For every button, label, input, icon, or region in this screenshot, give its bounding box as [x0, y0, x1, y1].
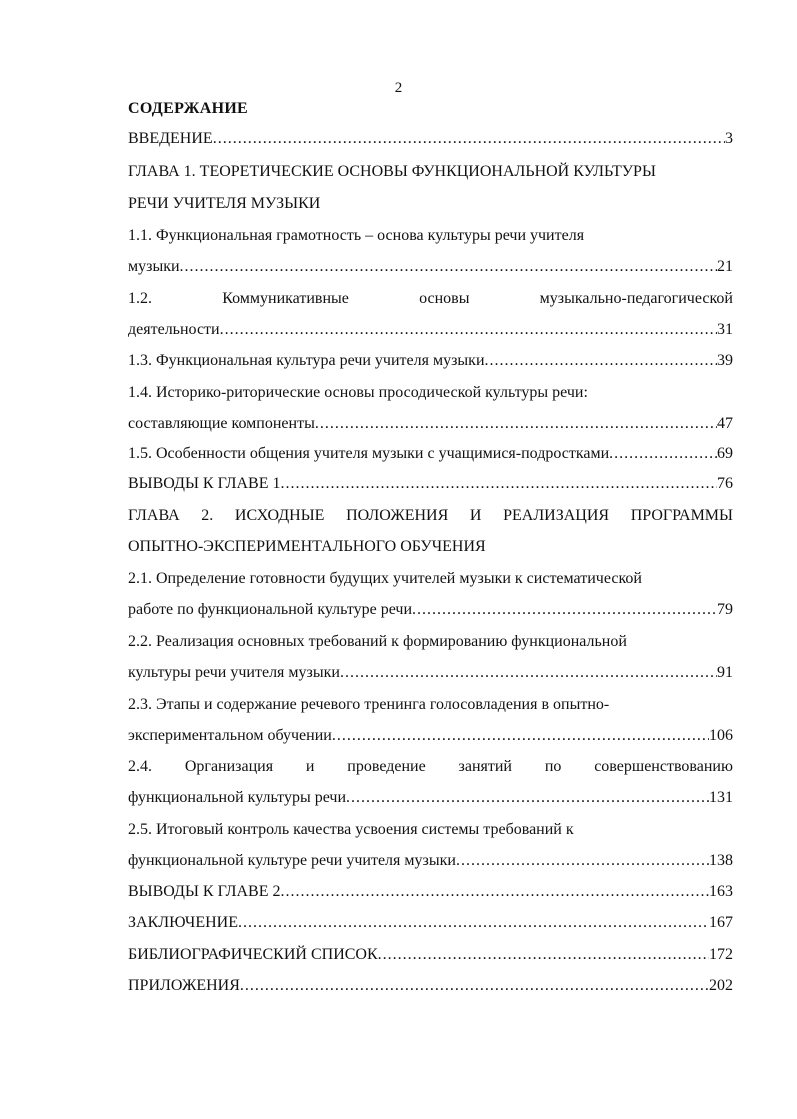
toc-entry-conclusion[interactable]: [128, 914, 733, 931]
toc-entry-2-4[interactable]: [128, 758, 733, 806]
entry-word: занятий: [458, 758, 512, 775]
entry-word: ГЛАВА: [128, 507, 180, 524]
entry-title: ЗАКЛЮЧЕНИЕ: [128, 914, 238, 931]
toc-entry-bibliography[interactable]: [128, 946, 733, 963]
entry-page: 3: [725, 130, 733, 147]
entry-page: 163: [709, 883, 733, 900]
entry-word: Коммуникативные: [222, 290, 349, 307]
toc-entry-chapter-2[interactable]: [128, 507, 733, 555]
entry-page: 76: [717, 475, 733, 492]
entry-title: 2.3. Этапы и содержание речевого тренинга голосовладения в опытно-: [128, 696, 610, 713]
toc-entry-2-2[interactable]: [128, 633, 733, 681]
entry-title: 2.5. Итоговый контроль качества усвоения системы требований к: [128, 821, 574, 838]
entry-title-cont: функциональной культуры речи: [128, 789, 346, 806]
toc-entry-2-5[interactable]: [128, 821, 733, 869]
dot-leader: [332, 727, 709, 744]
entry-page: 31: [717, 321, 733, 338]
toc-entry-1-1[interactable]: [128, 227, 733, 275]
toc-entry-1-5[interactable]: [128, 445, 733, 462]
entry-title: 1.5. Особенности общения учителя музыки с учащимися-подростками: [128, 445, 610, 462]
entry-page: 131: [709, 789, 733, 806]
entry-title: ПРИЛОЖЕНИЯ: [128, 977, 240, 994]
dot-leader: [315, 415, 717, 432]
entry-word: проведение: [347, 758, 426, 775]
entry-word: совершенствованию: [594, 758, 733, 775]
entry-title: ГЛАВА 1. ТЕОРЕТИЧЕСКИЕ ОСНОВЫ ФУНКЦИОНАЛЬНОЙ КУЛЬТУРЫ: [128, 163, 656, 180]
entry-word: 2.: [201, 507, 214, 524]
entry-page: 138: [709, 852, 733, 869]
entry-word: 1.2.: [128, 290, 152, 307]
entry-title-cont: культуры речи учителя музыки: [128, 664, 340, 681]
page-title: СОДЕРЖАНИЕ: [128, 100, 249, 117]
entry-title-cont: РЕЧИ УЧИТЕЛЯ МУЗЫКИ: [128, 195, 321, 212]
entry-title: ВВЕДЕНИЕ: [128, 130, 213, 147]
entry-title-cont: функциональной культуре речи учителя музыки: [128, 852, 456, 869]
entry-title-cont: составляющие компоненты: [128, 415, 315, 432]
entry-word: РЕАЛИЗАЦИЯ: [503, 507, 610, 524]
toc-entry-intro[interactable]: [128, 130, 733, 147]
entry-page: 21: [717, 258, 733, 275]
entry-word: Организация: [184, 758, 274, 775]
entry-page: 69: [717, 445, 733, 462]
entry-title-cont: экспериментальном обучении: [128, 727, 332, 744]
entry-title-cont: ОПЫТНО-ЭКСПЕРИМЕНТАЛЬНОГО ОБУЧЕНИЯ: [128, 538, 486, 555]
entry-title: 2.2. Реализация основных требований к формированию функциональной: [128, 633, 627, 650]
entry-page: 202: [709, 977, 733, 994]
entry-title: 1.4. Историко-риторические основы просодической культуры речи:: [128, 384, 588, 401]
dot-leader: [213, 130, 725, 147]
entry-title: 1.1. Функциональная грамотность – основа культуры речи учителя: [128, 227, 585, 244]
dot-leader: [346, 789, 709, 806]
page-number: 2: [394, 80, 403, 96]
toc-entry-2-3[interactable]: [128, 696, 733, 744]
dot-leader: [456, 852, 709, 869]
entry-page: 79: [717, 601, 733, 618]
toc-entry-appendix[interactable]: [128, 977, 733, 994]
entry-title-cont: деятельности: [128, 321, 220, 338]
entry-page: 39: [717, 352, 733, 369]
entry-title: 2.1. Определение готовности будущих учителей музыки к систематической: [128, 570, 642, 587]
dot-leader: [412, 601, 717, 618]
entry-page: 91: [717, 664, 733, 681]
entry-title-cont: работе по функциональной культуре речи: [128, 601, 413, 618]
dot-leader: [281, 883, 710, 900]
entry-page: 106: [709, 727, 733, 744]
dot-leader: [180, 258, 717, 275]
entry-word: основы: [419, 290, 470, 307]
entry-word: И: [469, 507, 482, 524]
entry-page: 172: [709, 946, 733, 963]
toc-entry-2-1[interactable]: [128, 570, 733, 618]
dot-leader: [220, 321, 717, 338]
entry-word: ПРОГРАММЫ: [630, 507, 733, 524]
dot-leader: [238, 914, 709, 931]
entry-title: 1.3. Функциональная культура речи учителя музыки: [128, 352, 485, 369]
toc-entry-1-4[interactable]: [128, 384, 733, 432]
entry-word: музыкально-педагогической: [539, 290, 733, 307]
entry-title: ВЫВОДЫ К ГЛАВЕ 2: [128, 883, 281, 900]
toc-entry-1-3[interactable]: [128, 352, 733, 369]
entry-title-cont: музыки: [128, 258, 180, 275]
dot-leader: [340, 664, 717, 681]
entry-word: по: [544, 758, 562, 775]
entry-word: ПОЛОЖЕНИЯ: [346, 507, 449, 524]
dot-leader: [609, 445, 717, 462]
toc-entry-conclusions-1[interactable]: [128, 475, 733, 492]
dot-leader: [485, 352, 718, 369]
toc-entry-1-2[interactable]: [128, 290, 733, 338]
dot-leader: [240, 977, 709, 994]
entry-word: ИСХОДНЫЕ: [234, 507, 325, 524]
entry-word: и: [305, 758, 315, 775]
entry-title: ВЫВОДЫ К ГЛАВЕ 1: [128, 475, 281, 492]
entry-word: 2.4.: [128, 758, 152, 775]
entry-page: 47: [717, 415, 733, 432]
toc-entry-conclusions-2[interactable]: [128, 883, 733, 900]
dot-leader: [281, 475, 718, 492]
entry-page: 167: [709, 914, 733, 931]
dot-leader: [378, 946, 709, 963]
entry-title: БИБЛИОГРАФИЧЕСКИЙ СПИСОК: [128, 946, 378, 963]
toc-entry-chapter-1[interactable]: [128, 163, 733, 212]
